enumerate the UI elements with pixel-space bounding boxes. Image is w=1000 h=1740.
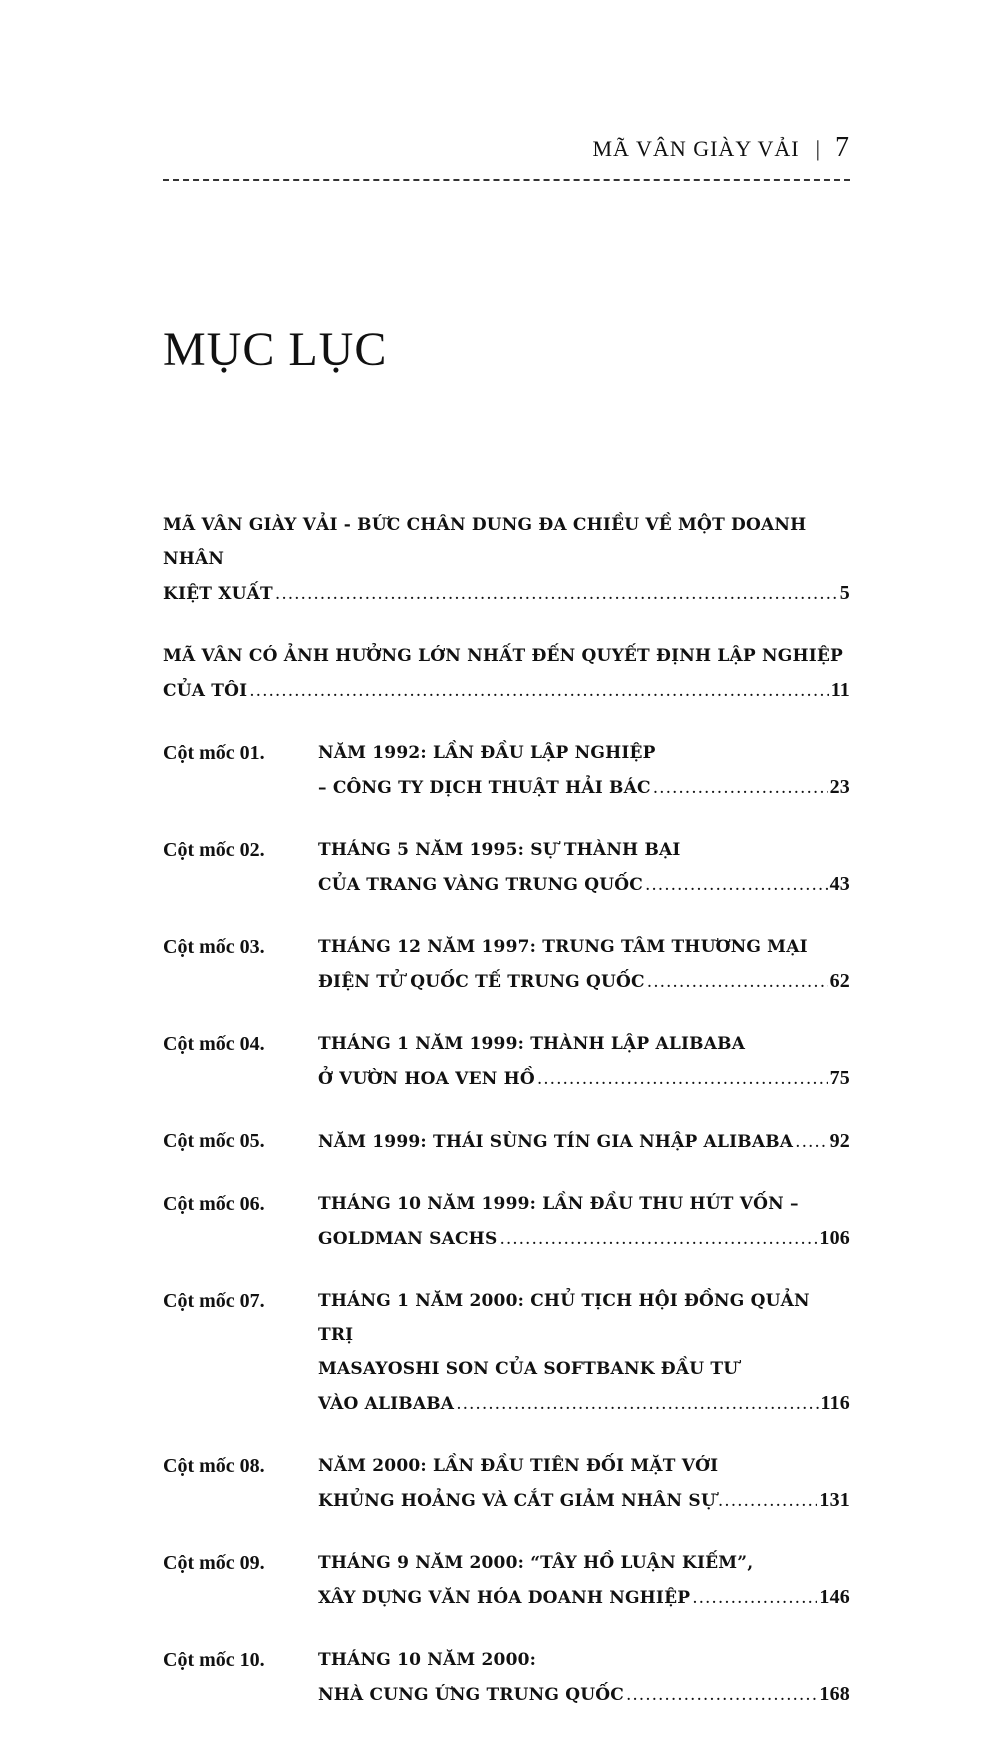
milestone-row	[163, 833, 850, 902]
toc-entry	[163, 1449, 850, 1518]
milestone-title-line: THÁNG 12 NĂM 1997: TRUNG TÂM THƯƠNG MẠI	[318, 937, 808, 957]
toc-entry-title-line	[163, 673, 850, 708]
toc-entry	[163, 1187, 850, 1256]
milestone-title-text: – CÔNG TY DỊCH THUẬT HẢI BÁC	[318, 778, 651, 798]
milestone-title-line	[318, 1061, 850, 1096]
milestone-row	[163, 1187, 850, 1256]
milestone-page-number: 43	[829, 873, 850, 895]
milestone-page-number: 92	[829, 1130, 850, 1152]
milestone-body	[318, 736, 850, 805]
toc-entry	[163, 508, 850, 611]
milestone-title-line	[318, 1221, 850, 1256]
toc-entry	[163, 1124, 850, 1159]
toc-entry-title-text: CỦA TÔI	[163, 681, 248, 701]
milestone-body	[318, 1124, 850, 1159]
milestone-label: Cột mốc 03.	[163, 936, 265, 958]
milestone-label: Cột mốc 07.	[163, 1290, 265, 1312]
milestone-page-number: 168	[819, 1683, 850, 1705]
milestone-label: Cột mốc 01.	[163, 742, 265, 764]
milestone-title-text: KHỦNG HOẢNG VÀ CẮT GIẢM NHÂN SỰ	[318, 1491, 716, 1511]
milestone-title-line	[318, 867, 850, 902]
milestone-title-line: THÁNG 9 NĂM 2000: “TÂY HỒ LUẬN KIẾM”,	[318, 1553, 754, 1573]
milestone-label: Cột mốc 09.	[163, 1552, 265, 1574]
milestone-label: Cột mốc 06.	[163, 1193, 265, 1215]
milestone-row	[163, 1027, 850, 1096]
milestone-page-number: 106	[819, 1227, 850, 1249]
toc-entry	[163, 930, 850, 999]
dot-leader	[499, 1222, 817, 1256]
milestone-body	[318, 1027, 850, 1096]
milestone-title-line: THÁNG 1 NĂM 1999: THÀNH LẬP ALIBABA	[318, 1034, 746, 1054]
dot-leader	[718, 1484, 818, 1518]
toc-entry	[163, 639, 850, 708]
milestone-title-line: NĂM 2000: LẦN ĐẦU TIÊN ĐỐI MẶT VỚI	[318, 1456, 719, 1476]
toc-entry	[163, 1027, 850, 1096]
running-header-separator: |	[815, 136, 821, 161]
milestone-title-line	[318, 770, 850, 805]
milestone-row	[163, 1643, 850, 1712]
milestone-body	[318, 1187, 850, 1256]
toc-entry-page-number: 5	[839, 582, 850, 604]
dot-leader	[275, 577, 838, 611]
dot-leader	[692, 1581, 817, 1615]
milestone-title-text: CỦA TRANG VÀNG TRUNG QUỐC	[318, 875, 643, 895]
milestone-title-line	[318, 964, 850, 999]
milestone-row	[163, 736, 850, 805]
table-of-contents	[163, 508, 850, 1740]
dot-leader	[653, 771, 828, 805]
milestone-page-number: 23	[829, 776, 850, 798]
page-title: MỤC LỤC	[163, 323, 388, 376]
milestone-title-line: THÁNG 10 NĂM 2000:	[318, 1650, 537, 1670]
milestone-label: Cột mốc 02.	[163, 839, 265, 861]
milestone-title-line	[318, 1386, 850, 1421]
milestone-title-line: THÁNG 10 NĂM 1999: LẦN ĐẦU THU HÚT VỐN –	[318, 1194, 799, 1214]
milestone-body	[318, 1643, 850, 1712]
toc-entry-title-line: MÃ VÂN CÓ ẢNH HƯỞNG LỚN NHẤT ĐẾN QUYẾT ĐỊNH LẬP NGHIỆP	[163, 646, 844, 666]
dot-leader	[456, 1387, 818, 1421]
milestone-row	[163, 930, 850, 999]
toc-entry	[163, 736, 850, 805]
running-header-title: MÃ VÂN GIÀY VẢI	[592, 136, 800, 161]
milestone-body	[318, 1284, 850, 1421]
milestone-label: Cột mốc 05.	[163, 1130, 265, 1152]
milestone-label: Cột mốc 10.	[163, 1649, 265, 1671]
dot-leader	[626, 1678, 817, 1712]
dot-leader	[249, 674, 828, 708]
milestone-title-line	[318, 1677, 850, 1712]
toc-entry	[163, 1643, 850, 1712]
milestone-title-line	[318, 1580, 850, 1615]
milestone-page-number: 75	[829, 1067, 850, 1089]
milestone-page-number: 62	[829, 970, 850, 992]
milestone-label: Cột mốc 08.	[163, 1455, 265, 1477]
milestone-row	[163, 1124, 850, 1159]
milestone-row	[163, 1449, 850, 1518]
milestone-title-line: MASAYOSHI SON CỦA SOFTBANK ĐẦU TƯ	[318, 1359, 739, 1379]
milestone-title-line	[318, 1483, 850, 1518]
milestone-page-number: 131	[819, 1489, 850, 1511]
milestone-title-text: NĂM 1999: THÁI SÙNG TÍN GIA NHẬP ALIBABA	[318, 1132, 794, 1152]
milestone-title-text: NHÀ CUNG ỨNG TRUNG QUỐC	[318, 1685, 624, 1705]
toc-entry-title-text: KIỆT XUẤT	[163, 584, 273, 604]
page-number: 7	[835, 132, 850, 163]
milestone-body	[318, 1546, 850, 1615]
milestone-title-line: THÁNG 1 NĂM 2000: CHỦ TỊCH HỘI ĐỒNG QUẢN TRỊ	[318, 1291, 810, 1345]
dot-leader	[537, 1062, 828, 1096]
milestone-title-line	[318, 1124, 850, 1159]
milestone-body	[318, 1449, 850, 1518]
milestone-row	[163, 1284, 850, 1421]
toc-entry-title-line: MÃ VÂN GIÀY VẢI - BỨC CHÂN DUNG ĐA CHIỀU VỀ MỘT DOANH NHÂN	[163, 515, 807, 569]
dot-leader	[645, 868, 828, 902]
toc-entry	[163, 833, 850, 902]
milestone-title-text: GOLDMAN SACHS	[318, 1229, 498, 1249]
milestone-title-line: THÁNG 5 NĂM 1995: SỰ THÀNH BẠI	[318, 840, 681, 860]
milestone-title-line: NĂM 1992: LẦN ĐẦU LẬP NGHIỆP	[318, 743, 656, 763]
milestone-body	[318, 930, 850, 999]
dot-leader	[795, 1125, 827, 1159]
milestone-title-text: ĐIỆN TỬ QUỐC TẾ TRUNG QUỐC	[318, 972, 645, 992]
milestone-page-number: 116	[820, 1392, 850, 1414]
toc-entry	[163, 1546, 850, 1615]
milestone-label: Cột mốc 04.	[163, 1033, 265, 1055]
toc-entry-page-number: 11	[830, 679, 850, 701]
milestone-row	[163, 1546, 850, 1615]
milestone-title-text: VÀO ALIBABA	[318, 1394, 455, 1414]
toc-entry-title-line	[163, 576, 850, 611]
running-header	[163, 132, 850, 164]
milestone-body	[318, 833, 850, 902]
dot-leader	[647, 965, 828, 999]
milestone-page-number: 146	[819, 1586, 850, 1608]
toc-entry	[163, 1284, 850, 1421]
dashed-divider	[163, 179, 850, 181]
milestone-title-text: Ở VƯỜN HOA VEN HỒ	[318, 1069, 535, 1089]
milestone-title-text: XÂY DỰNG VĂN HÓA DOANH NGHIỆP	[318, 1588, 691, 1608]
